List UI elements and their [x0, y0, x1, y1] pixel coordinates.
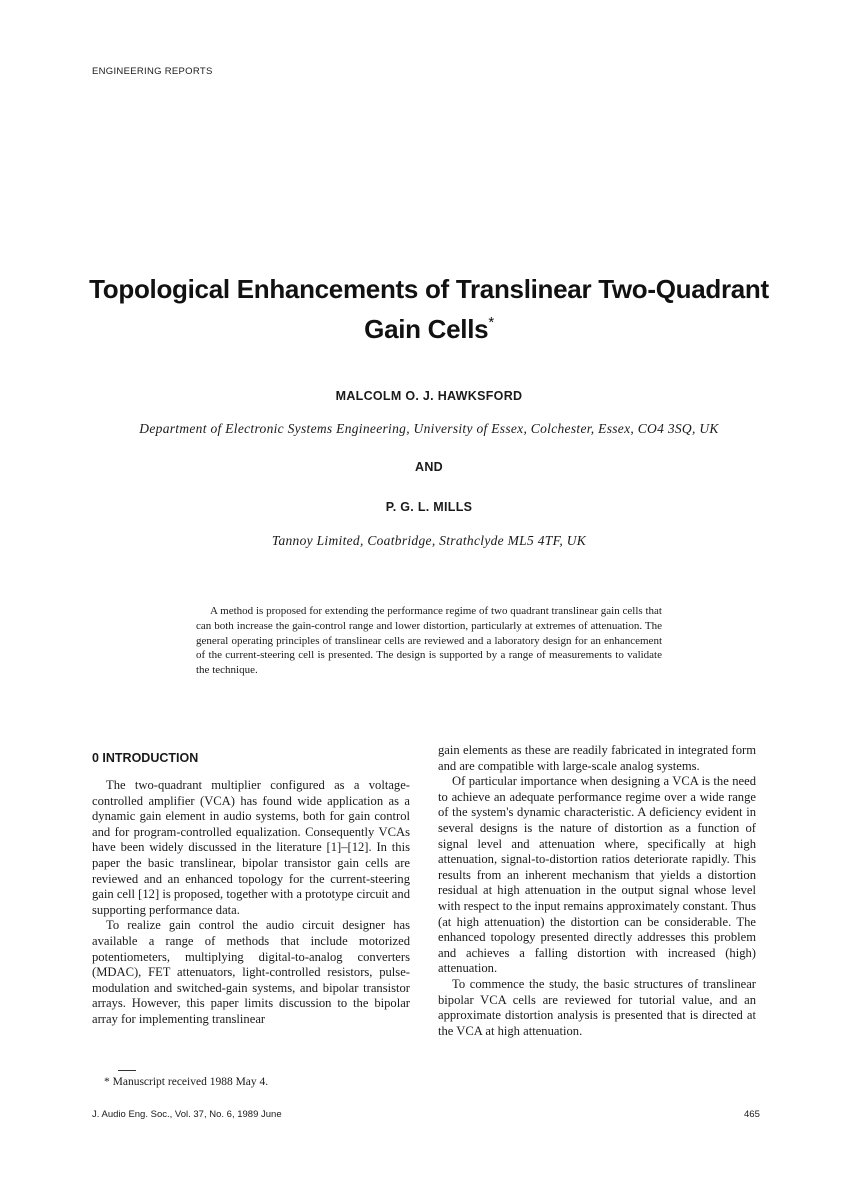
affiliation-2: Tannoy Limited, Coatbridge, Strathclyde ML5 4TF, UK [271, 533, 587, 548]
page-number: 465 [744, 1109, 760, 1120]
paragraph: To commence the study, the basic structures of translinear bipolar VCA cells are reviewed for tutorial value, and an approximate distortion analysis is presented that is directed at the VCA at high attenuation. [438, 976, 756, 1038]
right-column [438, 743, 756, 1039]
title-footnote-mark: * [488, 314, 494, 331]
paragraph: To realize gain control the audio circuit designer has available a range of methods that include motorized potentiometers, multiplying digital-to-analog converters (MDAC), FET attenuators, light-controlled resistors, pulse-modulation and switched-gain systems, and bipolar transistor arrays. However, this paper limits discussion to the bipolar array for implementing translinear [92, 918, 410, 1026]
affiliation-1: Department of Electronic Systems Engineering, University of Essex, Colchester, Essex, CO4 3SQ, UK [139, 421, 719, 436]
section-heading: 0 INTRODUCTION [92, 751, 199, 765]
author-1: MALCOLM O. J. HAWKSFORD [335, 389, 523, 403]
author-conjunction: AND [415, 460, 443, 474]
footnote-rule [118, 1070, 136, 1071]
left-column [92, 778, 410, 1028]
paper-title [60, 272, 798, 346]
paragraph: The two-quadrant multiplier configured as a voltage-controlled amplifier (VCA) has found wide application as a dynamic gain element in audio systems, both for gain control and for program-controlled equalization. Consequently VCAs have been widely discussed in the literature [1]–[12]. In this paper the basic translinear, bipolar transistor gain cells are reviewed and an enhanced topology for the current-steering gain cell [12] is proposed, together with a prototype circuit and supporting performance data. [92, 778, 410, 917]
footer-citation: J. Audio Eng. Soc., Vol. 37, No. 6, 1989 June [92, 1109, 282, 1120]
title-line-2: Gain Cells [364, 314, 489, 344]
paragraph: Of particular importance when designing a VCA is the need to achieve an adequate performance regime over a wide range of the system's dynamic characteristic. A deficiency evident in several designs is the nature of distortion as a function of signal level and attenuation where, specifically at high attenuation, signal-to-distortion ratios deteriorate rapidly. This results from an inherent mechanism that yields a distortion residual at high attenuation in the output signal whose level with respect to the input remains approximately constant. Thus (at high attenuation) the distortion can be considerable. The enhanced topology presented directly addresses this problem and achieves a falling distortion with increased (high) attenuation. [438, 774, 756, 976]
paragraph: gain elements as these are readily fabricated in integrated form and are compatible with large-scale analog systems. [438, 743, 756, 773]
abstract: A method is proposed for extending the performance regime of two quadrant translinear gain cells that can both increase the gain-control range and lower distortion, particularly at extremes of attenuation. The general operating principles of translinear cells are reviewed and a laboratory design for an enhancement of the current-steering cell is presented. The design is supported by a range of measurements to validate the technique. [196, 605, 662, 677]
title-line-1: Topological Enhancements of Translinear Two-Quadrant [89, 274, 769, 304]
author-2: P. G. L. MILLS [385, 500, 473, 514]
footnote: * Manuscript received 1988 May 4. [104, 1076, 269, 1088]
running-head: ENGINEERING REPORTS [92, 66, 213, 77]
